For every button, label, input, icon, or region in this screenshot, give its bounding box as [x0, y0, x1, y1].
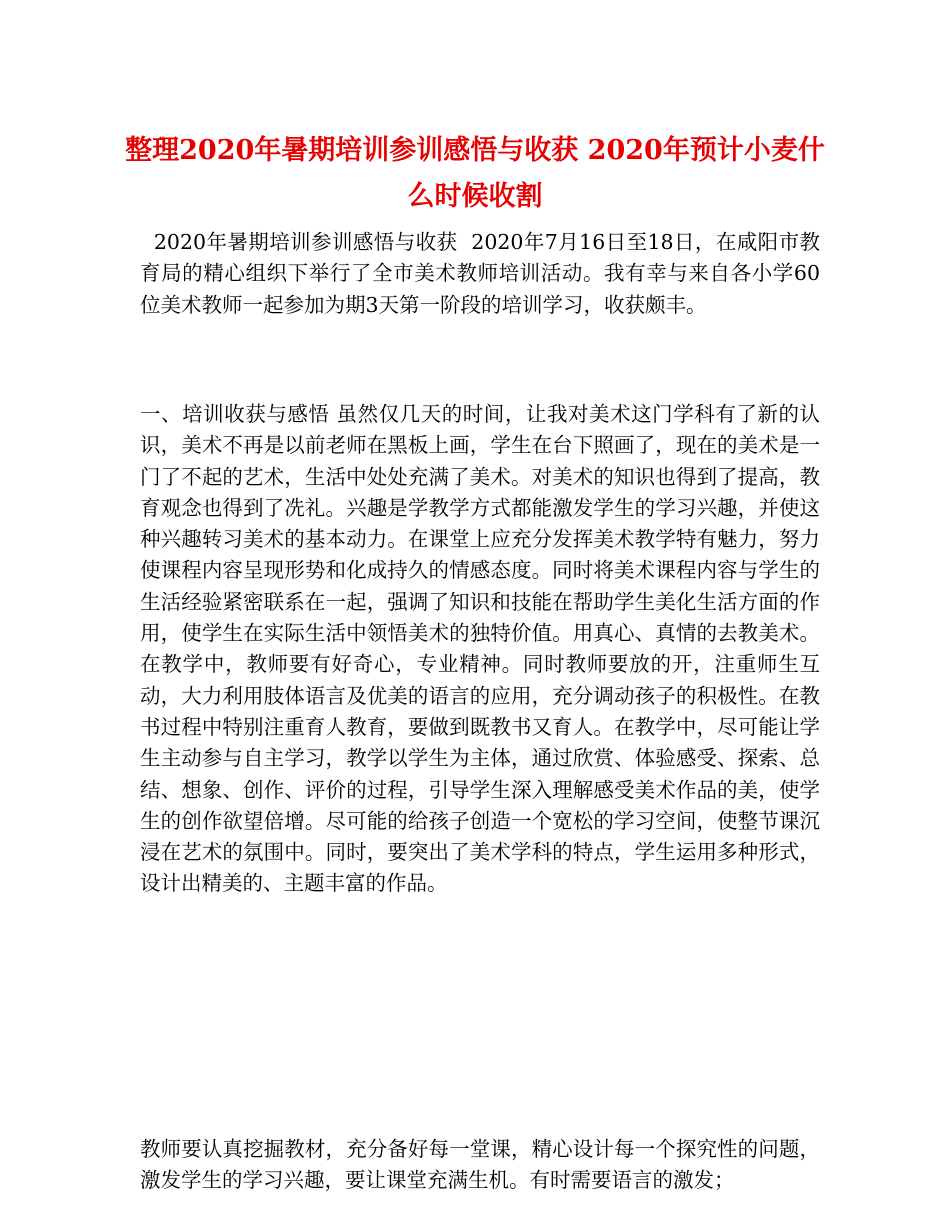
- document-title: 整理2020年暑期培训参训感悟与收获 2020年预计小麦什么时候收割: [125, 135, 825, 212]
- paragraph-continuation: 教师要认真挖掘教材，充分备好每一堂课，精心设计每一个探究性的问题，激发学生的学习兴趣，要让课堂充满生机。有时需要语言的激发；: [140, 1137, 820, 1193]
- paragraph-section-one: 一、培训收获与感悟 虽然仅几天的时间，让我对美术这门学科有了新的认识，美术不再是以前老师在黑板上画，学生在台下照画了，现在的美术是一门了不起的艺术，生活中处处充满了美术。对美术的知识也得到了提高，教育观念也得到了冼礼。兴趣是学教学方式都能激发学生的学习兴趣，并使这种兴趣转习美术的基本动力。在课堂上应充分发挥美术教学特有魅力，努力使课程内容呈现形势和化成持久的情感态度。同时将美术课程内容与学生的生活经验紧密联系在一起，强调了知识和技能在帮助学生美化生活方面的作用，使学生在实际生活中领悟美术的独特价值。用真心、真情的去教美术。在教学中，教师要有好奇心，专业精神。同时教师要放的开，注重师生互动，大力利用肢体语言及优美的语言的应用，充分调动孩子的积极性。在教书过程中特别注重育人教育，要做到既教书又育人。在教学中，尽可能让学生主动参与自主学习，教学以学生为主体，通过欣赏、体验感受、探索、总结、想象、创作、评价的过程，引导学生深入理解感受美术作品的美，使学生的创作欲望倍增。尽可能的给孩子创造一个宽松的学习空间，使整节课沉浸在艺术的氛围中。同时，要突出了美术学科的特点，学生运用多种形式，设计出精美的、主题丰富的作品。: [140, 402, 820, 896]
- paragraph-intro: 2020年暑期培训参训感悟与收获 2020年7月16日至18日，在咸阳市教育局的精心组织下举行了全市美术教师培训活动。我有幸与来自各小学60位美术教师一起参加为期3天第一阶段的培训学习，收获颇丰。: [140, 230, 820, 317]
